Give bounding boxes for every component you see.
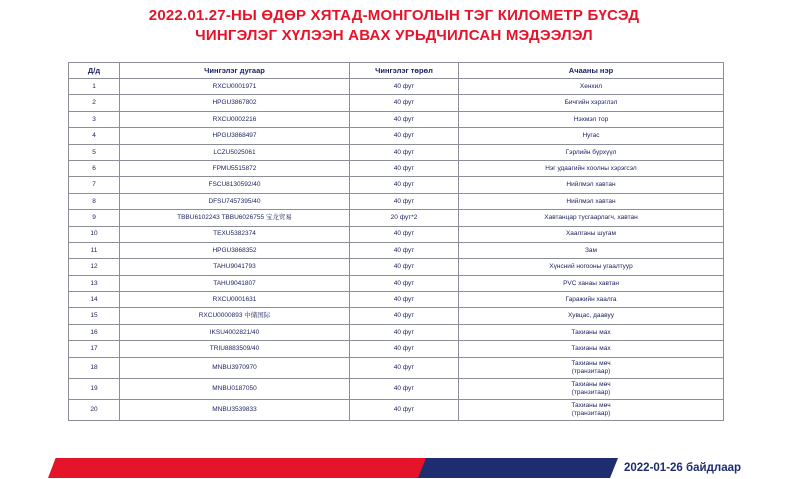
cell-cargo: Хаалганы шугам [459, 226, 724, 242]
table-row [69, 275, 724, 291]
cell-cargo: Хүнсний ногооны угаалтуур [459, 259, 724, 275]
cell-cargo: Тахианы мөч (транзитаар) [459, 357, 724, 378]
table-row [69, 144, 724, 160]
cell-type: 40 фут [350, 324, 459, 340]
cell-number: 14 [69, 292, 120, 308]
cell-number: 19 [69, 378, 120, 399]
footer-navy-stripe [418, 458, 618, 478]
cell-cargo: Хавтанцар тусгаарлагч, хавтан [459, 210, 724, 226]
cell-cargo: Тахианы мах [459, 324, 724, 340]
cell-type: 40 фут [350, 242, 459, 258]
cell-cargo: Тахианы мөч (транзитаар) [459, 399, 724, 420]
cell-container: MNBU3970970 [120, 357, 350, 378]
cell-container: FPMU5515872 [120, 160, 350, 176]
table-row [69, 399, 724, 420]
table-row [69, 210, 724, 226]
cell-type: 40 фут [350, 378, 459, 399]
table-row [69, 308, 724, 324]
cell-number: 6 [69, 160, 120, 176]
cell-cargo: Хувцас, даавуу [459, 308, 724, 324]
cell-container: HPGU3867802 [120, 95, 350, 111]
table-row [69, 259, 724, 275]
cell-cargo: Гэрлийн бүрхүүл [459, 144, 724, 160]
cell-cargo: Нугас [459, 128, 724, 144]
cell-type: 40 фут [350, 308, 459, 324]
container-table [68, 62, 724, 421]
cell-container: FSCU8130592/40 [120, 177, 350, 193]
cell-number: 4 [69, 128, 120, 144]
cell-type: 20 фут*2 [350, 210, 459, 226]
cell-number: 12 [69, 259, 120, 275]
cell-number: 7 [69, 177, 120, 193]
cell-number: 20 [69, 399, 120, 420]
cell-container: MNBU3539833 [120, 399, 350, 420]
cell-cargo: Тахианы мах [459, 341, 724, 357]
cell-type: 40 фут [350, 341, 459, 357]
table-row [69, 111, 724, 127]
table-row [69, 292, 724, 308]
cell-number: 13 [69, 275, 120, 291]
header-number: Д/д [69, 63, 120, 79]
table-row [69, 226, 724, 242]
cell-type: 40 фут [350, 226, 459, 242]
cell-container: RXCU0002216 [120, 111, 350, 127]
cell-type: 40 фут [350, 275, 459, 291]
cell-type: 40 фут [350, 111, 459, 127]
cell-number: 2 [69, 95, 120, 111]
cell-type: 40 фут [350, 259, 459, 275]
cell-container: TAHU9041807 [120, 275, 350, 291]
cell-type: 40 фут [350, 128, 459, 144]
header-container-number: Чингэлэг дугаар [120, 63, 350, 79]
cell-cargo: Хенхил [459, 79, 724, 95]
cell-container: HPGU3868497 [120, 128, 350, 144]
table-row [69, 128, 724, 144]
cell-type: 40 фут [350, 144, 459, 160]
cell-container: TAHU9041793 [120, 259, 350, 275]
cell-container: RXCU0000893 中储国际 [120, 308, 350, 324]
header-container-type: Чингэлэг төрөл [350, 63, 459, 79]
cell-number: 10 [69, 226, 120, 242]
cell-container: TEXU5382374 [120, 226, 350, 242]
cell-number: 11 [69, 242, 120, 258]
cell-number: 15 [69, 308, 120, 324]
cell-container: RXCU0001971 [120, 79, 350, 95]
cell-cargo: Нэхмэл тор [459, 111, 724, 127]
cell-number: 17 [69, 341, 120, 357]
footer-red-stripe [48, 458, 428, 478]
cell-cargo: Нийлмэл хавтан [459, 177, 724, 193]
table-row [69, 324, 724, 340]
cell-cargo: Зам [459, 242, 724, 258]
page-title-line-2: ЧИНГЭЛЭГ ХҮЛЭЭН АВАХ УРЬДЧИЛСАН МЭДЭЭЛЭЛ [195, 27, 593, 44]
cell-number: 8 [69, 193, 120, 209]
cell-cargo: Нийлмэл хавтан [459, 193, 724, 209]
cell-type: 40 фут [350, 357, 459, 378]
table-row [69, 79, 724, 95]
cell-cargo: Гаражийн хаалга [459, 292, 724, 308]
cell-cargo: Нэг удаагийн хоолны хэрэгсэл [459, 160, 724, 176]
cell-cargo: Бичгийн хэрэглэл [459, 95, 724, 111]
cell-cargo: Тахианы мөч (транзитаар) [459, 378, 724, 399]
cell-number: 18 [69, 357, 120, 378]
cell-type: 40 фут [350, 193, 459, 209]
cell-cargo: PVC ханаы хавтан [459, 275, 724, 291]
table-row [69, 177, 724, 193]
cell-type: 40 фут [350, 160, 459, 176]
header-cargo-name: Ачааны нэр [459, 63, 724, 79]
cell-number: 9 [69, 210, 120, 226]
table-row [69, 357, 724, 378]
cell-type: 40 фут [350, 79, 459, 95]
cell-container: MNBU0187050 [120, 378, 350, 399]
cell-container: LCZU5025061 [120, 144, 350, 160]
cell-container: RXCU0001631 [120, 292, 350, 308]
cell-number: 16 [69, 324, 120, 340]
cell-container: TRIU8883509/40 [120, 341, 350, 357]
table-row [69, 341, 724, 357]
footer-date-note: 2022-01-26 байдлаар [624, 462, 742, 474]
table-row [69, 242, 724, 258]
table-row [69, 160, 724, 176]
cell-container: TBBU6102243 TBBU6026755 宝龙贸易 [120, 210, 350, 226]
table-row [69, 95, 724, 111]
cell-container: HPGU3868352 [120, 242, 350, 258]
table-row [69, 193, 724, 209]
cell-container: DFSU7457395/40 [120, 193, 350, 209]
table-header-row [69, 63, 724, 79]
cell-type: 40 фут [350, 292, 459, 308]
cell-type: 40 фут [350, 177, 459, 193]
cell-number: 3 [69, 111, 120, 127]
cell-number: 5 [69, 144, 120, 160]
cell-type: 40 фут [350, 399, 459, 420]
table-row [69, 378, 724, 399]
cell-number: 1 [69, 79, 120, 95]
cell-container: IKSU4002821/40 [120, 324, 350, 340]
page-title-line-1: 2022.01.27-НЫ ӨДӨР ХЯТАД-МОНГОЛЫН ТЭГ КИЛОМЕТР БҮСЭД [148, 7, 640, 24]
cell-type: 40 фут [350, 95, 459, 111]
